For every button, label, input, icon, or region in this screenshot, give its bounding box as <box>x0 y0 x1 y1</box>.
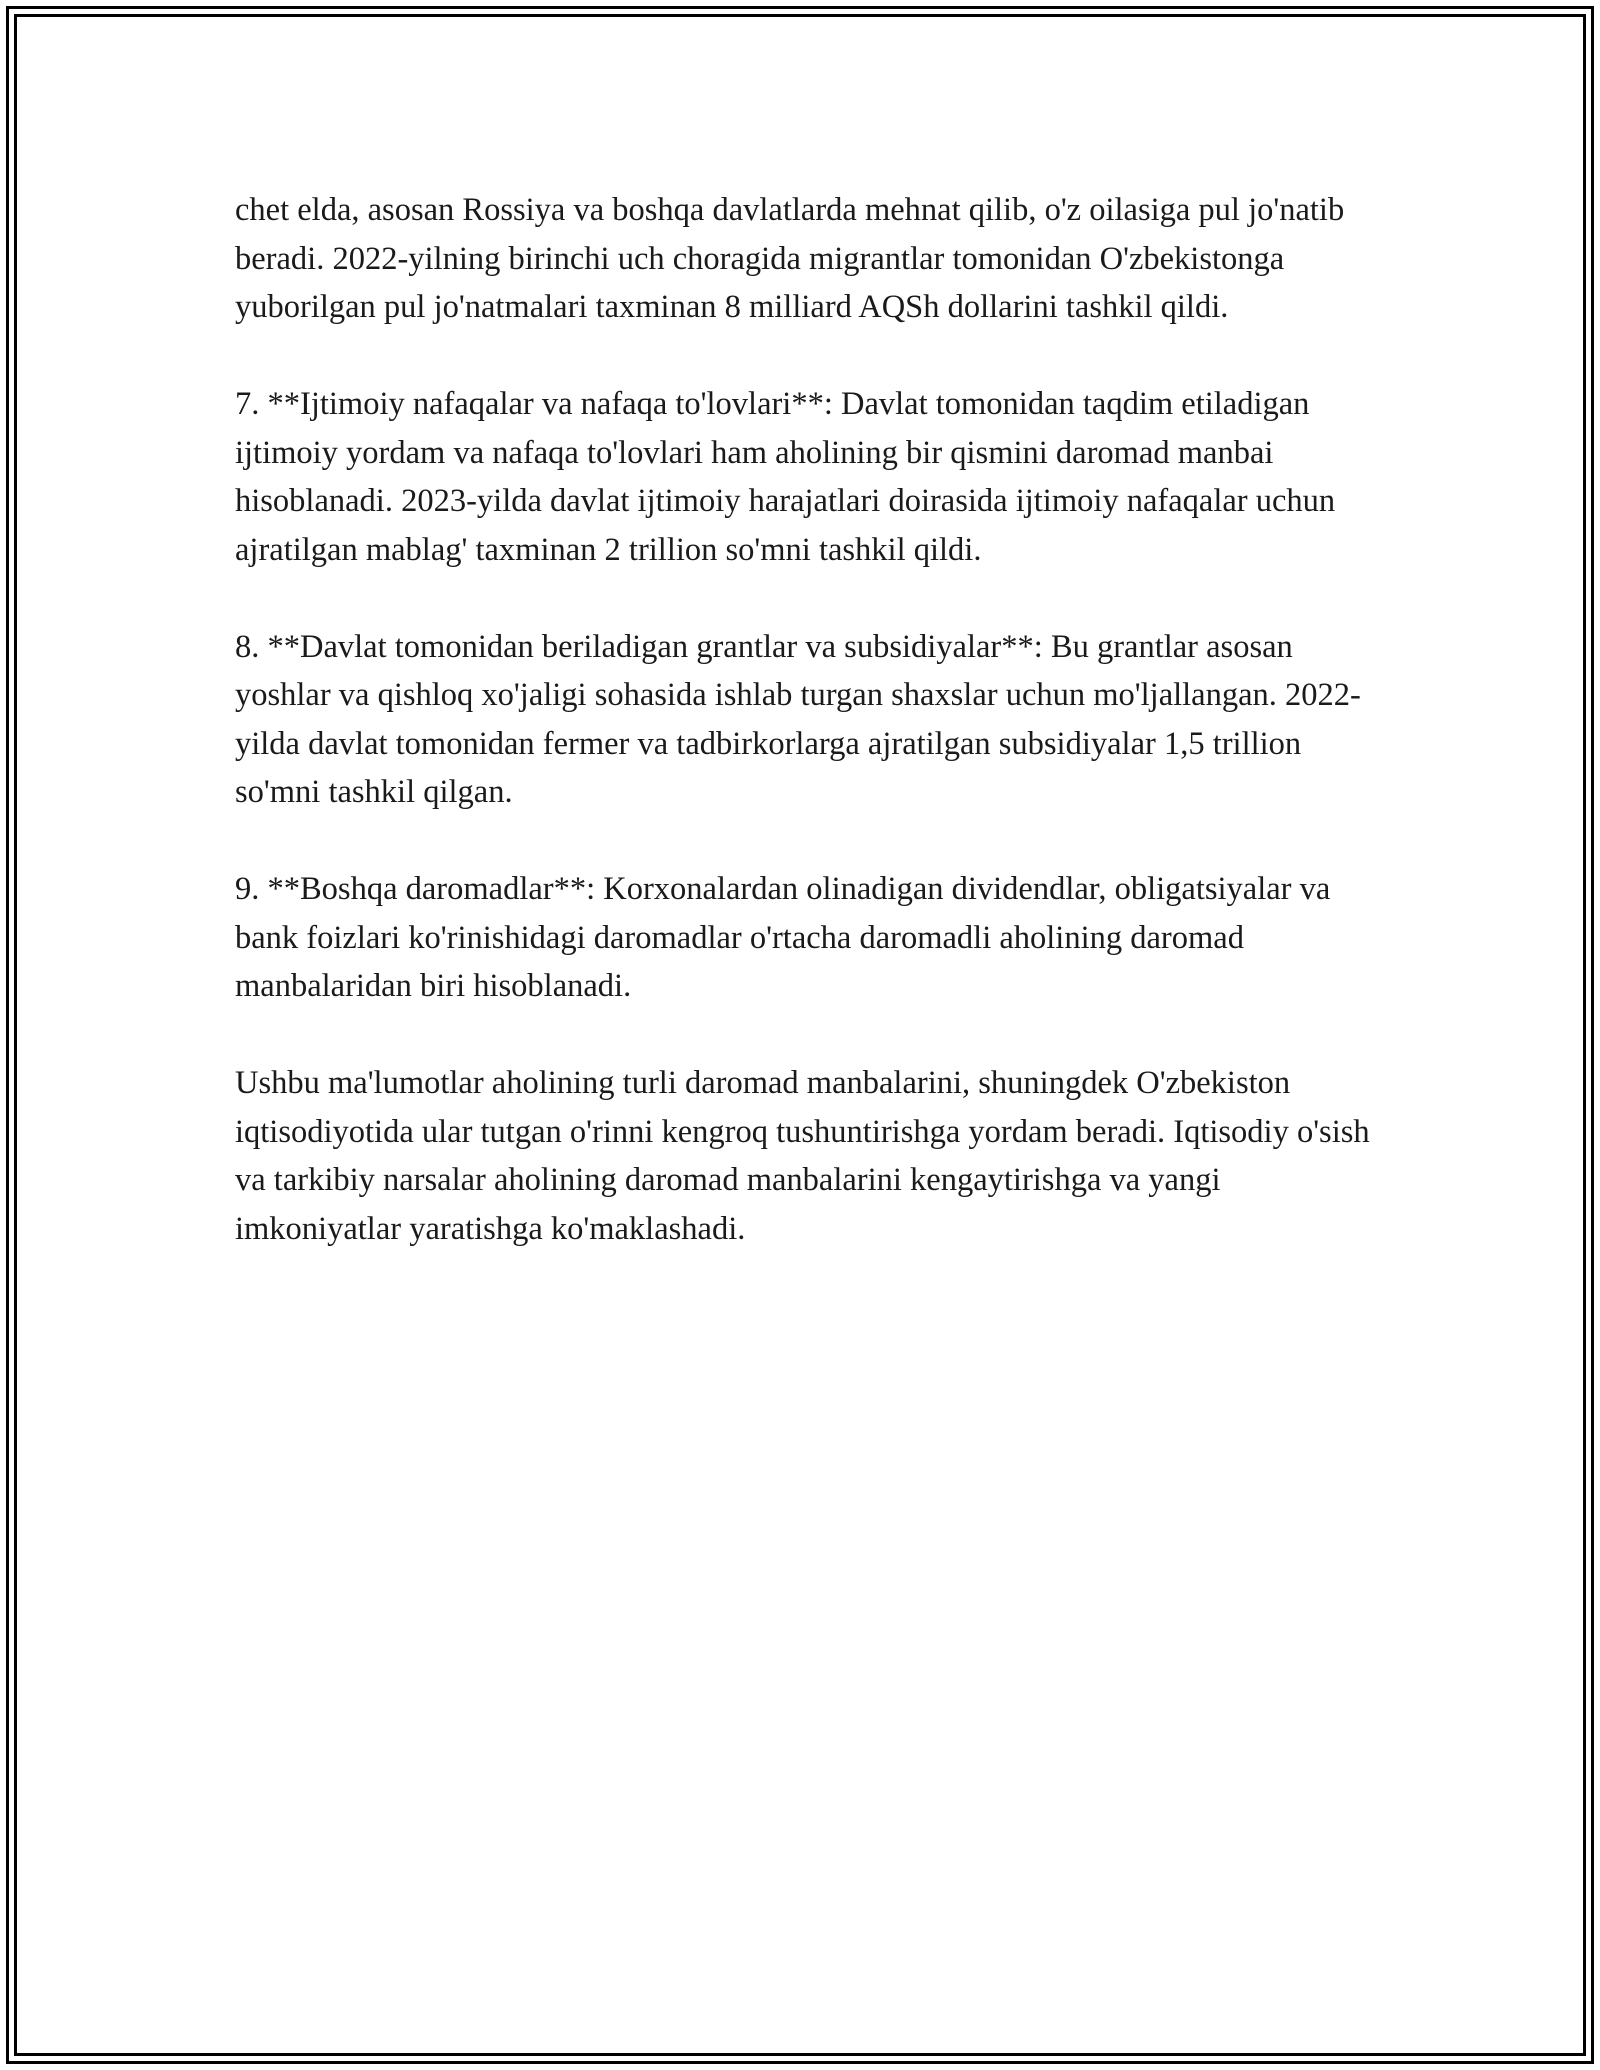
document-body <box>235 186 1385 1302</box>
paragraph-social-benefits: 7. **Ijtimoiy nafaqalar va nafaqa to'lovlari**: Davlat tomonidan taqdim etiladigan ijtimoiy yordam va nafaqa to'lovlari ham aholining bir qismini daromad manbai hisoblanadi. 2023-yilda davlat ijtimoiy harajatlari doirasida ijtimoiy nafaqalar uchun ajratilgan mablag' taxminan 2 trillion so'mni tashkil qildi. <box>235 386 1336 568</box>
paragraph-other-income: 9. **Boshqa daromadlar**: Korxonalardan olinadigan dividendlar, obligatsiyalar va bank foizlari ko'rinishidagi daromadlar o'rtacha daromadli aholining daromad manbalaridan biri hisoblanadi. <box>235 871 1331 1004</box>
paragraph-conclusion: Ushbu ma'lumotlar aholining turli daromad manbalarini, shuningdek O'zbekiston iqtisodiyotida ular tutgan o'rinni kengroq tushuntirishga yordam beradi. Iqtisodiy o'sish va tarkibiy narsalar aholining daromad manbalarini kengaytirishga va yangi imkoniyatlar yaratishga ko'maklashadi. <box>235 1065 1370 1247</box>
paragraph-grants-subsidies: 8. **Davlat tomonidan beriladigan grantlar va subsidiyalar**: Bu grantlar asosan yoshlar va qishloq xo'jaligi sohasida ishlab turgan shaxslar uchun mo'ljallangan. 2022-yilda davlat tomonidan fermer va tadbirkorlarga ajratilgan subsidiyalar 1,5 trillion so'mni tashkil qilgan. <box>235 628 1361 810</box>
paragraph-remittances: chet elda, asosan Rossiya va boshqa davlatlarda mehnat qilib, o'z oilasiga pul jo'natib beradi. 2022-yilning birinchi uch choragida migrantlar tomonidan O'zbekistonga yuborilgan pul jo'natmalari taxminan 8 milliard AQSh dollarini tashkil qildi. <box>235 192 1345 325</box>
